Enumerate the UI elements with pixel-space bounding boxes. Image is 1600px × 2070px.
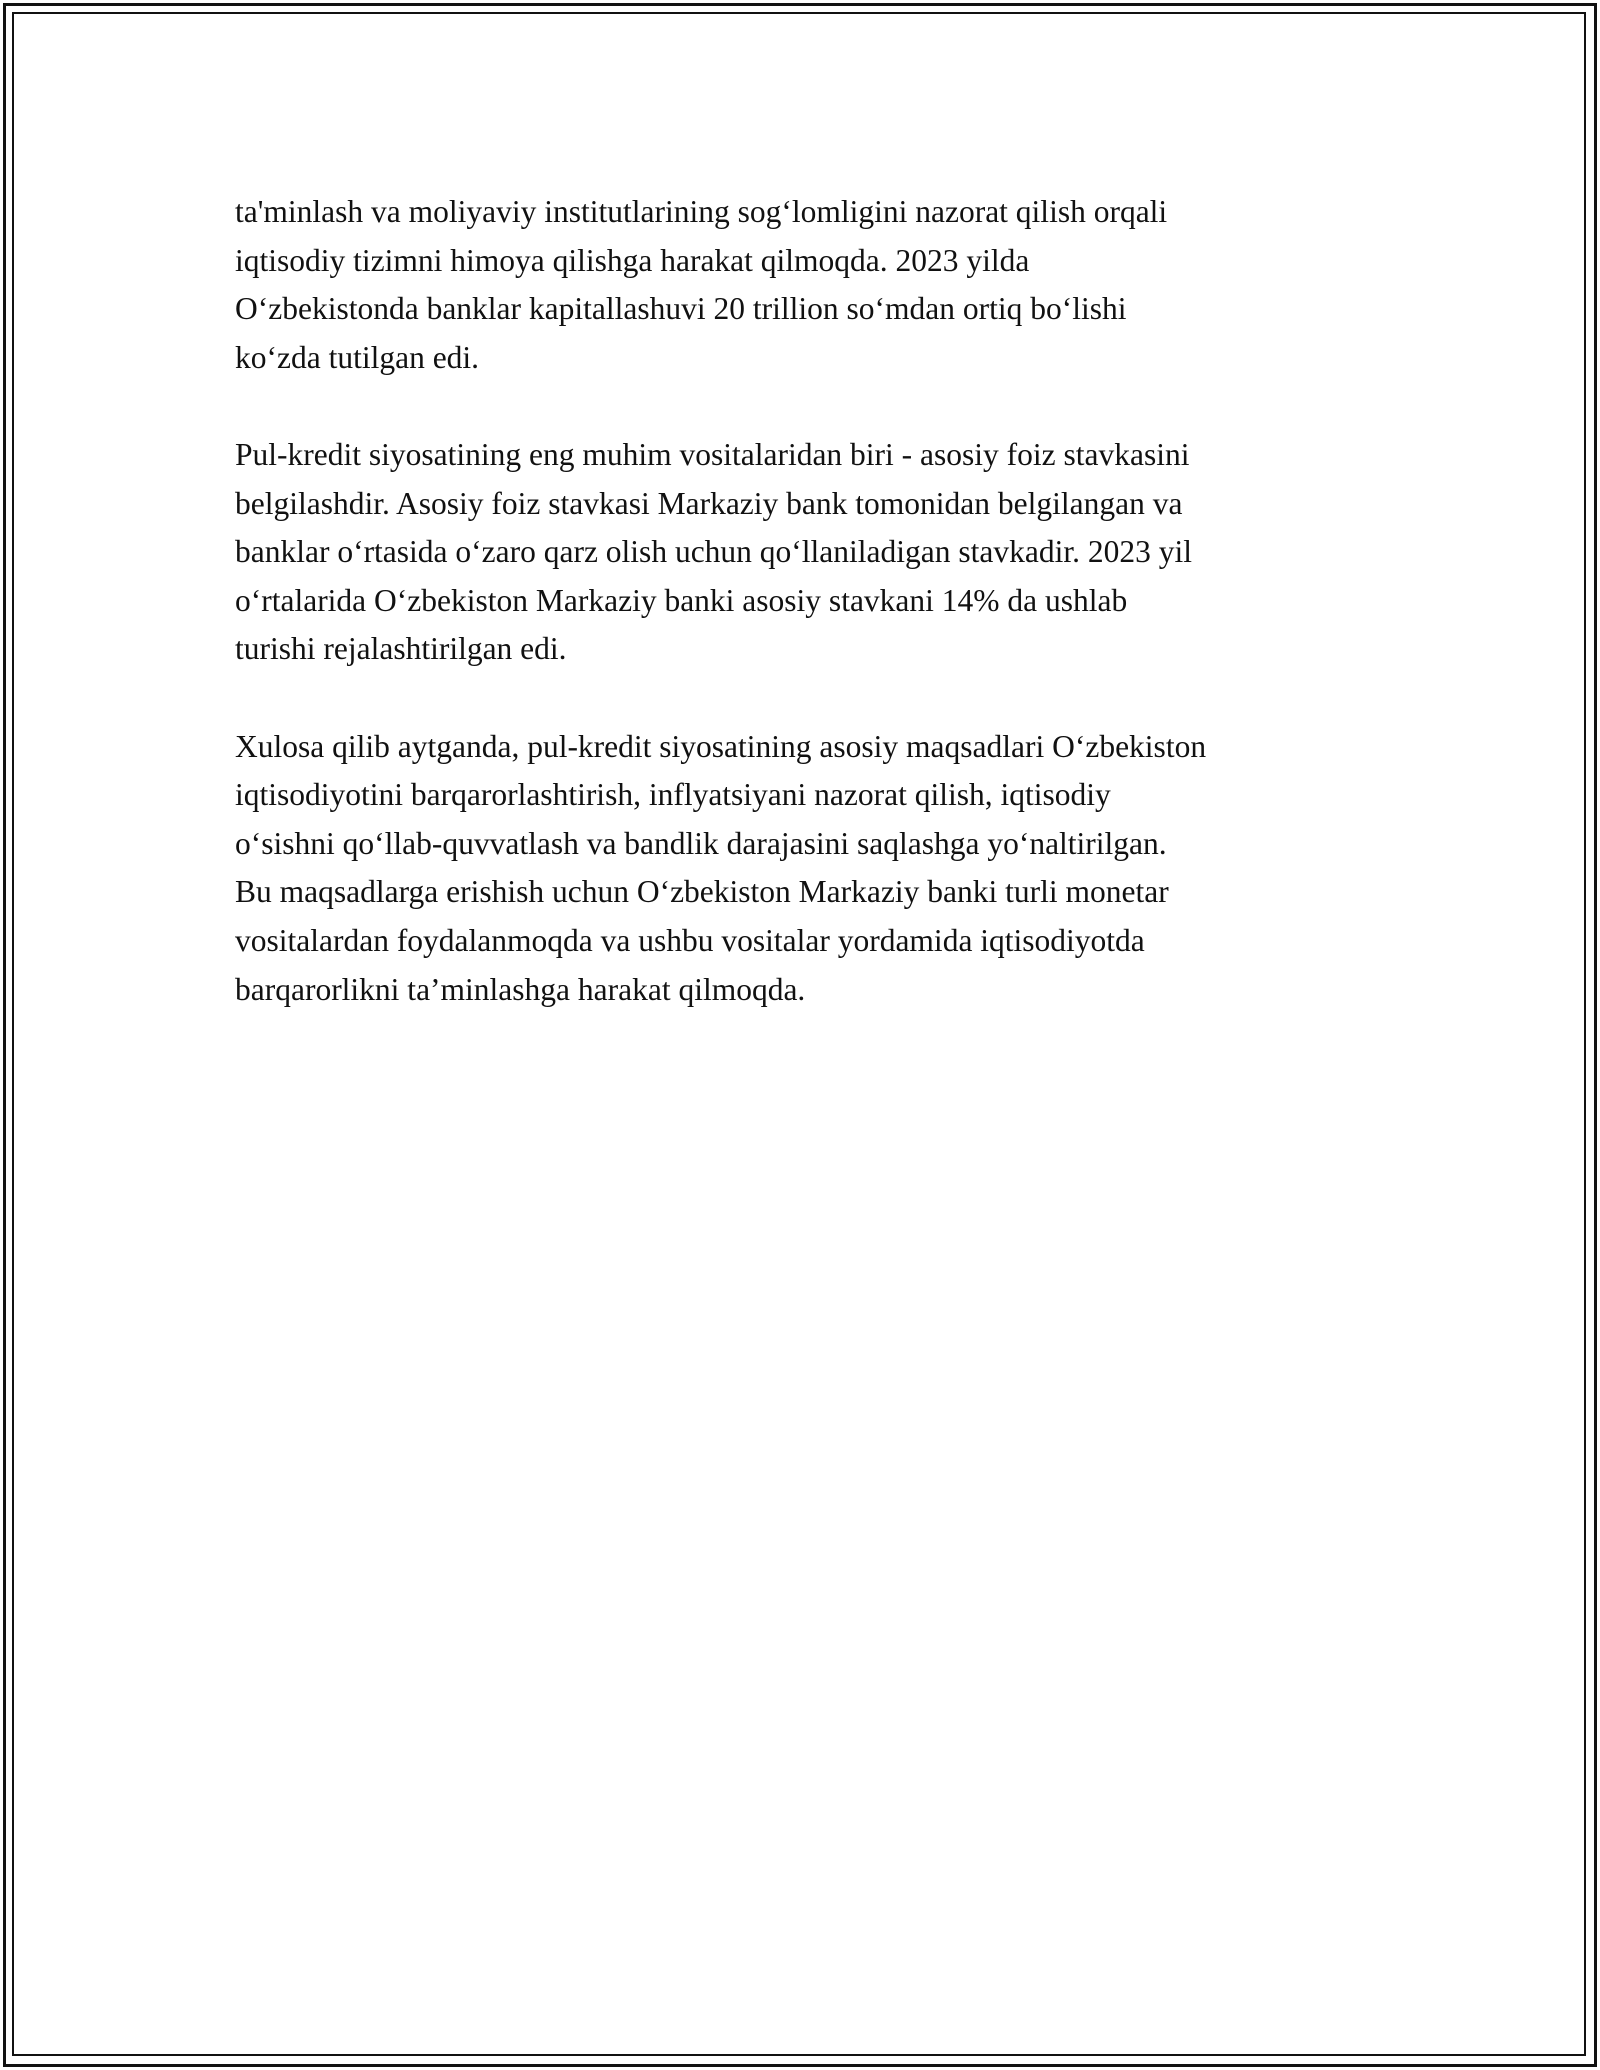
text-line: vositalardan foydalanmoqda va ushbu vositalar yordamida iqtisodiyotda (235, 922, 1145, 958)
paragraph-conclusion (235, 723, 1415, 1015)
text-line: belgilashdir. Asosiy foiz stavkasi Markaziy bank tomonidan belgilangan va (235, 485, 1183, 521)
text-line: iqtisodiyotini barqarorlashtirish, inflyatsiyani nazorat qilish, iqtisodiy (235, 777, 1111, 813)
text-line: Bu maqsadlarga erishish uchun O‘zbekiston Markaziy banki turli monetar (235, 874, 1169, 910)
text-line: turishi rejalashtirilgan edi. (235, 631, 567, 667)
text-line: O‘zbekistonda banklar kapitallashuvi 20 trillion so‘mdan ortiq bo‘lishi (235, 291, 1127, 327)
text-line: o‘rtalarida O‘zbekiston Markaziy banki asosiy stavkani 14% da ushlab (235, 582, 1128, 618)
text-line: barqarorlikni ta’minlashga harakat qilmoqda. (235, 971, 806, 1007)
document-body (235, 188, 1415, 1063)
paragraph-banking-capitalization (235, 188, 1415, 382)
text-line: Pul-kredit siyosatining eng muhim vositalaridan biri - asosiy foiz stavkasini (235, 436, 1190, 472)
paragraph-interest-rate (235, 431, 1415, 674)
text-line: ta'minlash va moliyaviy institutlarining sog‘lomligini nazorat qilish orqali (235, 194, 1168, 229)
text-line: iqtisodiy tizimni himoya qilishga harakat qilmoqda. 2023 yilda (235, 242, 1030, 278)
text-line: o‘sishni qo‘llab-quvvatlash va bandlik darajasini saqlashga yo‘naltirilgan. (235, 825, 1167, 861)
text-line: Xulosa qilib aytganda, pul-kredit siyosatining asosiy maqsadlari O‘zbekiston (235, 728, 1207, 764)
text-line: ko‘zda tutilgan edi. (235, 339, 480, 375)
text-line: banklar o‘rtasida o‘zaro qarz olish uchun qo‘llaniladigan stavkadir. 2023 yil (235, 534, 1192, 570)
